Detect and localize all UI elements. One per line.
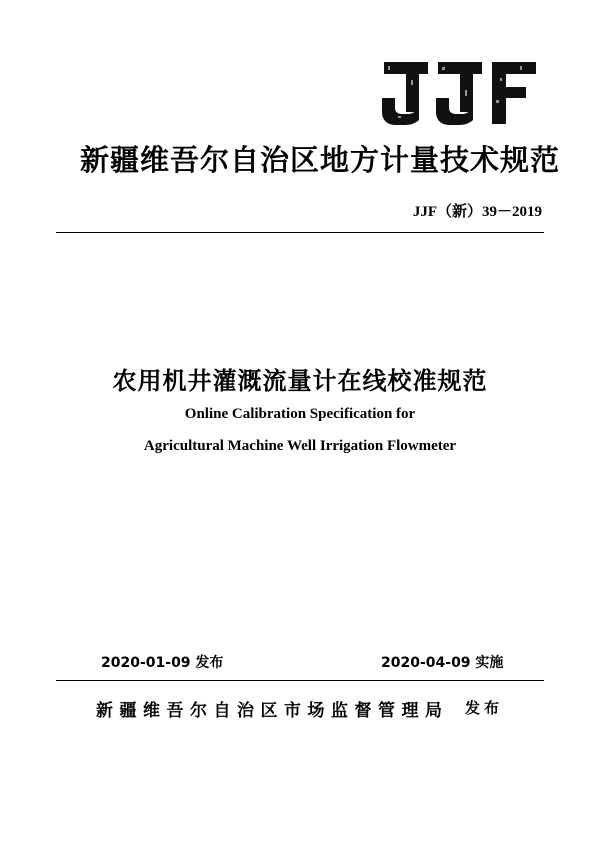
top-divider <box>56 232 544 233</box>
effective-date: 2020-04-09 实施 <box>381 655 504 671</box>
bottom-divider <box>56 680 544 681</box>
jjf-logo <box>380 60 540 126</box>
issuing-authority: 新疆维吾尔自治区市场监督管理局 <box>96 701 449 721</box>
issue-label: 发布 <box>465 699 504 717</box>
publish-date: 2020-01-09 发布 <box>101 655 224 671</box>
standard-code: JJF（新）39－2019 <box>412 204 542 220</box>
series-title: 新疆维吾尔自治区地方计量技术规范 <box>80 143 561 177</box>
document-title-chinese: 农用机井灌溉流量计在线校准规范 <box>112 367 488 395</box>
document-title-english-line2: Agricultural Machine Well Irrigation Flowmeter <box>143 438 457 454</box>
document-title-english-line1: Online Calibration Specification for <box>184 406 416 422</box>
